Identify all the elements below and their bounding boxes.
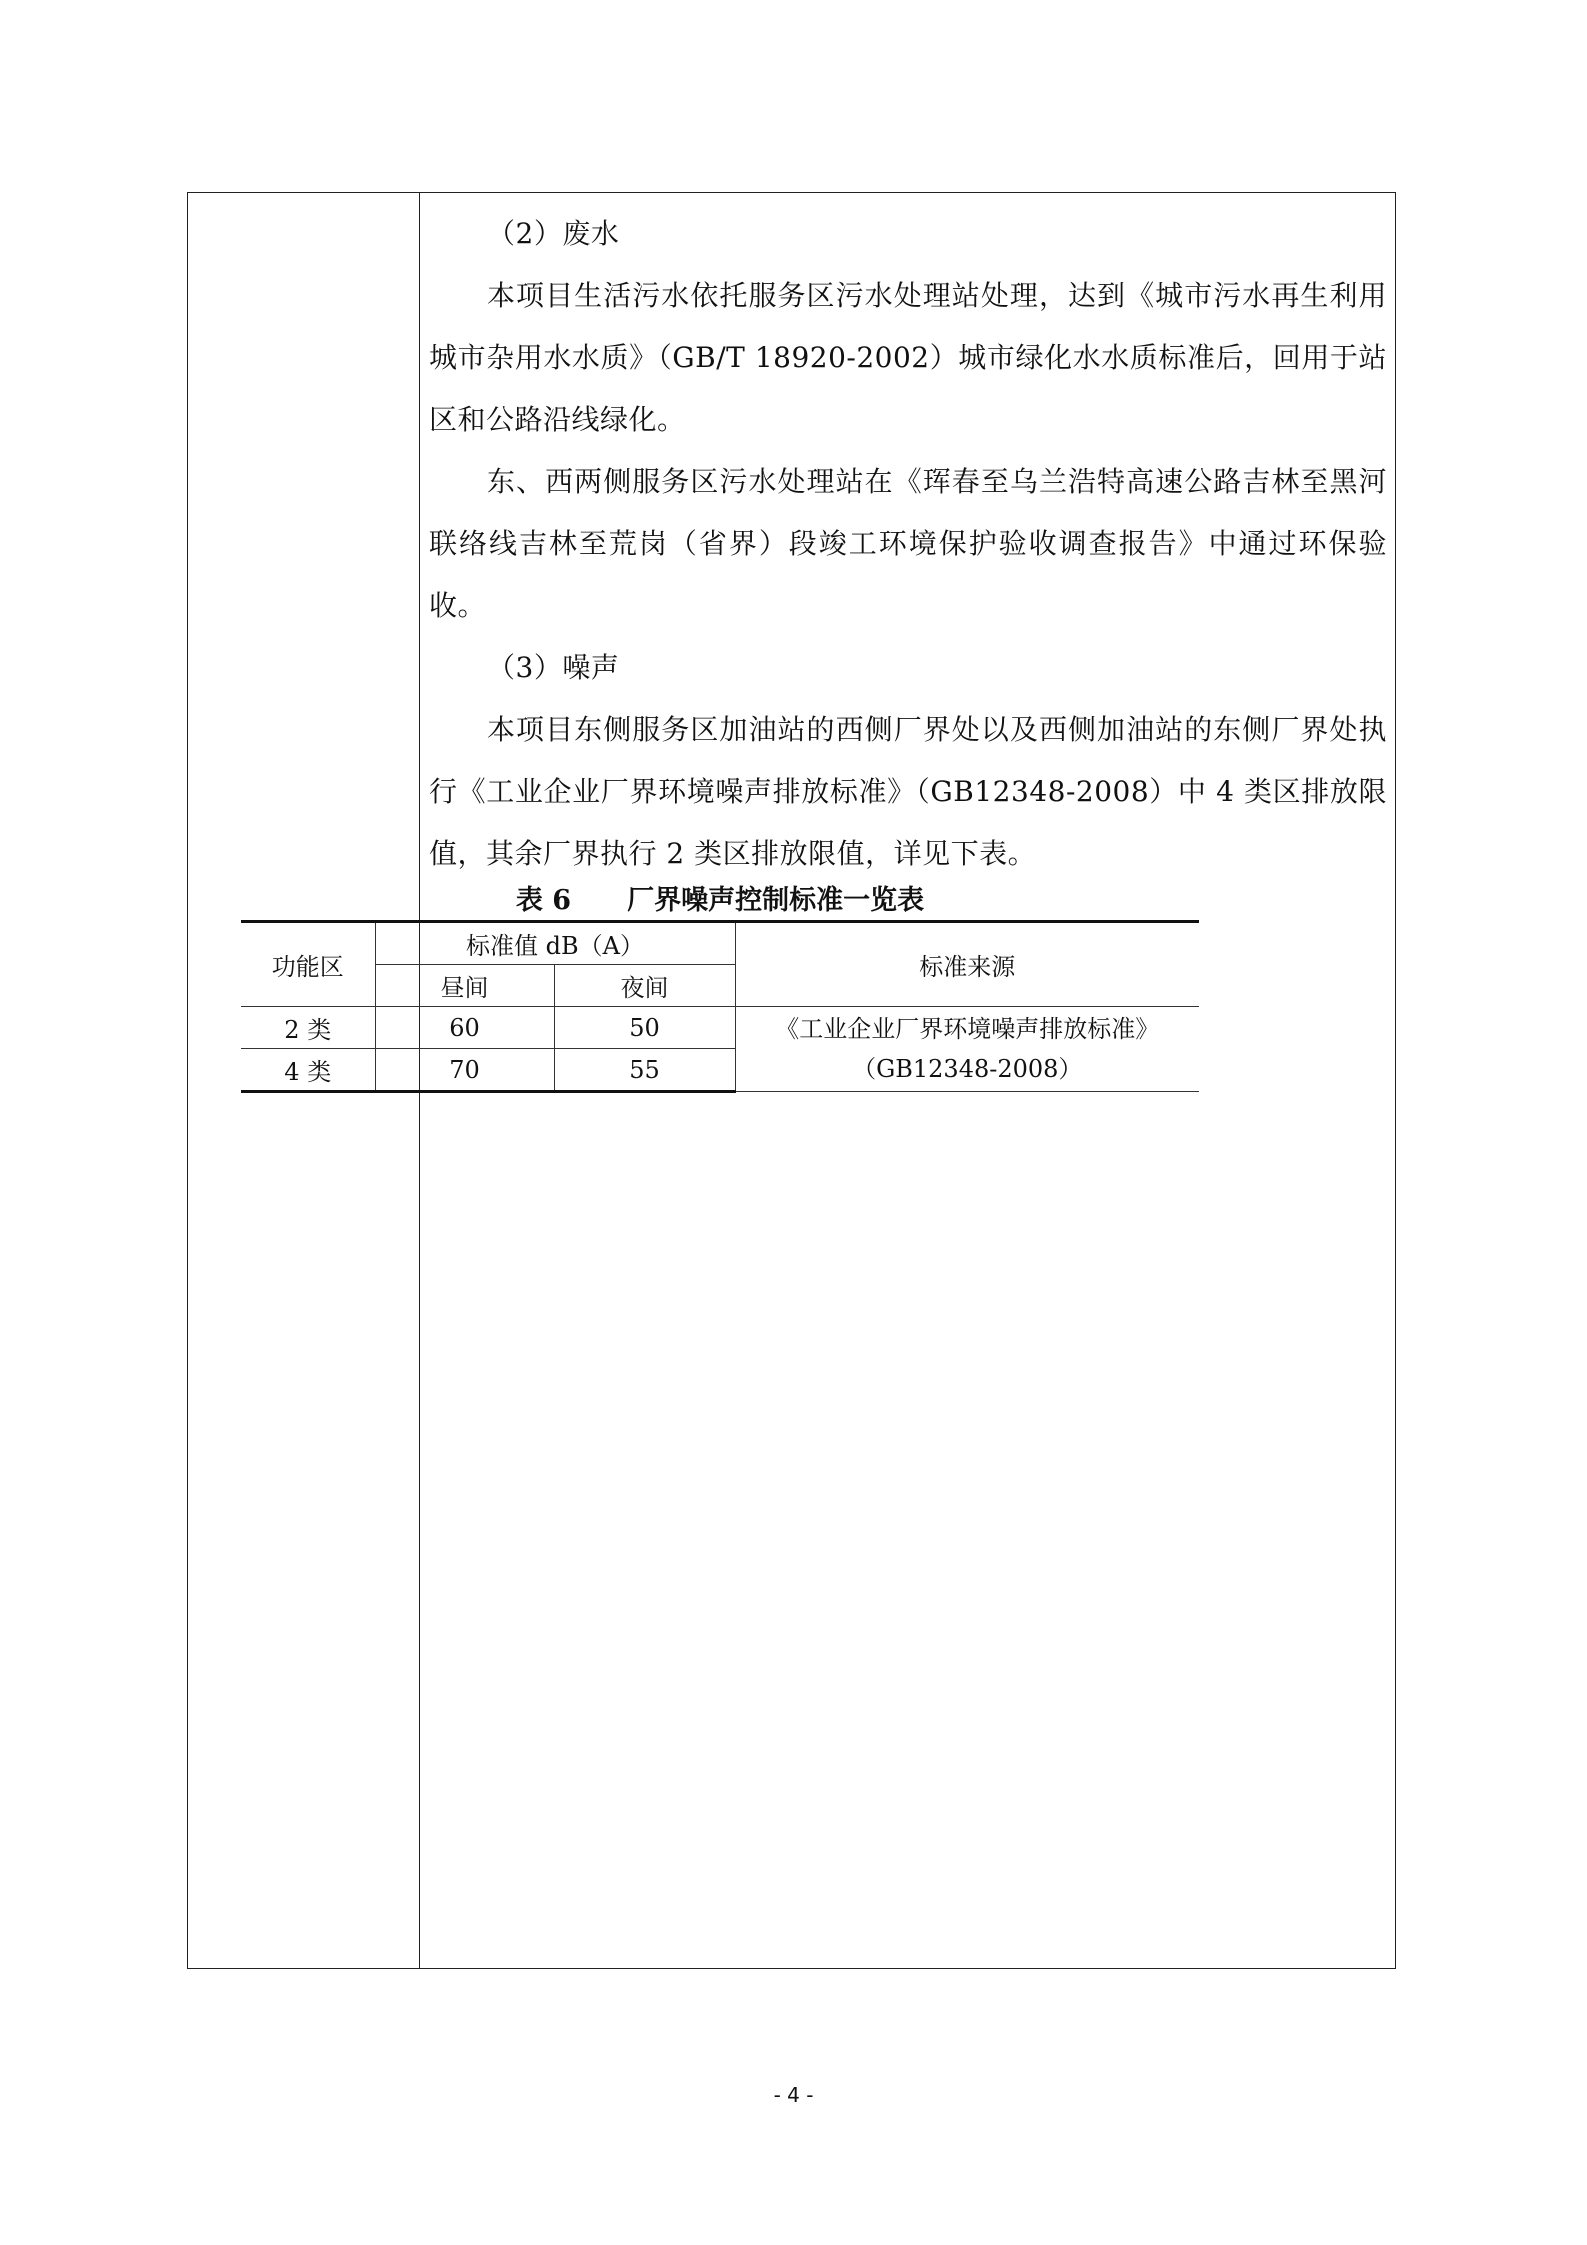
cell-zone: 2 类 (241, 1007, 375, 1049)
header-zone: 功能区 (241, 922, 375, 1007)
table-number: 表 6 (515, 885, 572, 916)
table-header-row (241, 922, 1199, 965)
wastewater-heading: （2）废水 (487, 217, 620, 250)
header-day: 昼间 (375, 965, 554, 1007)
table-caption (241, 878, 1199, 917)
cell-day: 70 (375, 1049, 554, 1092)
wastewater-paragraph-2: 东、西两侧服务区污水处理站在《珲春至乌兰浩特高速公路吉林至黑河联络线吉林至荒岗（省界）段竣工环境保护验收调查报告》中通过环保验收。 (429, 465, 1387, 622)
table-row (241, 1007, 1199, 1049)
wastewater-paragraph-1: 本项目生活污水依托服务区污水处理站处理，达到《城市污水再生利用 城市杂用水水质》（GB/T 18920-2002）城市绿化水水质标准后，回用于站区和公路沿线绿化。 (429, 279, 1387, 436)
cell-source (735, 1007, 1199, 1092)
page-number: - 4 - (773, 2083, 814, 2107)
noise-heading: （3）噪声 (487, 651, 620, 684)
cell-zone: 4 类 (241, 1049, 375, 1092)
cell-night: 55 (554, 1049, 735, 1092)
source-line-2: （GB12348-2008） (852, 1055, 1083, 1083)
header-source: 标准来源 (735, 922, 1199, 1007)
noise-paragraph-1: 本项目东侧服务区加油站的西侧厂界处以及西侧加油站的东侧厂界处执行《工业企业厂界环境噪声排放标准》（GB12348-2008）中 4 类区排放限值，其余厂界执行 2 类区排放限值，详见下表。 (429, 713, 1387, 870)
cell-day: 60 (375, 1007, 554, 1049)
noise-standard-table (241, 920, 1199, 1093)
content-column (429, 193, 1387, 885)
source-line-1: 《工业企业厂界环境噪声排放标准》 (775, 1015, 1160, 1043)
table-title: 厂界噪声控制标准一览表 (627, 885, 925, 916)
header-night: 夜间 (554, 965, 735, 1007)
cell-night: 50 (554, 1007, 735, 1049)
header-standard-value: 标准值 dB（A） (375, 922, 735, 965)
